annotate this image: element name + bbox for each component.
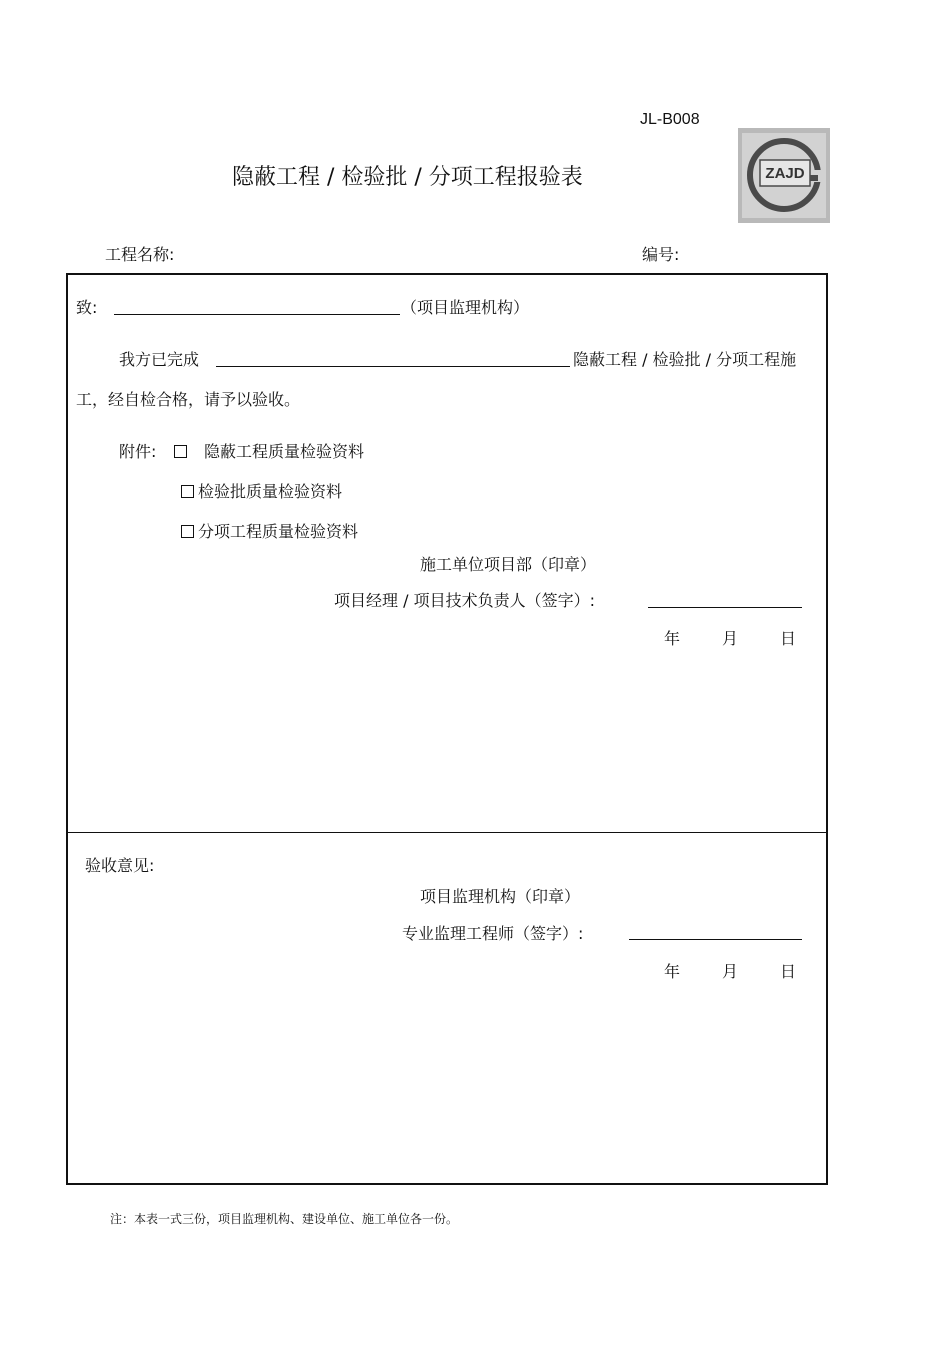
date-day: 日 (780, 629, 797, 648)
date-year: 年 (664, 629, 681, 648)
attachment-item[interactable] (181, 519, 358, 542)
serial-number-label: 编号: (642, 245, 680, 264)
footer-note: 注：本表一式三份，项目监理机构、建设单位、施工单位各一份。 (110, 1212, 459, 1226)
project-name-label: 工程名称: (105, 245, 175, 264)
recipient-field[interactable] (114, 314, 400, 315)
form-frame (66, 273, 828, 1185)
checkbox-icon[interactable] (181, 525, 194, 538)
date-day: 日 (780, 962, 797, 981)
page-title: 隐蔽工程 / 检验批 / 分项工程报验表 (232, 165, 583, 190)
checkbox-icon[interactable] (181, 485, 194, 498)
supervisor-signature-field[interactable] (629, 939, 802, 940)
completed-prefix: 我方已完成 (119, 350, 200, 369)
attachment-label: 分项工程质量检验资料 (198, 522, 359, 541)
request-text: 工，经自检合格，请予以验收。 (76, 390, 301, 409)
date-year: 年 (664, 962, 681, 981)
contractor-signer-label: 项目经理 / 项目技术负责人（签字）: (334, 591, 595, 610)
date-month: 月 (722, 962, 739, 981)
form-code: JL-B008 (640, 111, 700, 128)
supervisor-stamp-label: 项目监理机构（印章） (420, 887, 581, 906)
attachments-label: 附件: (119, 442, 157, 461)
date-month: 月 (722, 629, 739, 648)
logo-text: ZAJD (765, 165, 805, 182)
company-logo (738, 128, 830, 223)
attachment-label: 检验批质量检验资料 (198, 482, 343, 501)
contractor-signature-field[interactable] (648, 607, 802, 608)
checkbox-icon[interactable] (174, 445, 187, 458)
attachment-label: 隐蔽工程质量检验资料 (204, 442, 365, 461)
completed-suffix: 隐蔽工程 / 检验批 / 分项工程施 (573, 350, 797, 369)
contractor-stamp-label: 施工单位项目部（印章） (420, 555, 597, 574)
recipient-suffix: （项目监理机构） (401, 298, 530, 317)
opinion-label: 验收意见: (85, 856, 155, 875)
section-divider (68, 832, 826, 833)
to-label: 致: (76, 298, 98, 317)
work-content-field[interactable] (216, 366, 570, 367)
attachment-item[interactable] (181, 479, 342, 502)
attachment-item[interactable] (174, 439, 364, 462)
supervisor-signer-label: 专业监理工程师（签字）: (402, 924, 584, 943)
